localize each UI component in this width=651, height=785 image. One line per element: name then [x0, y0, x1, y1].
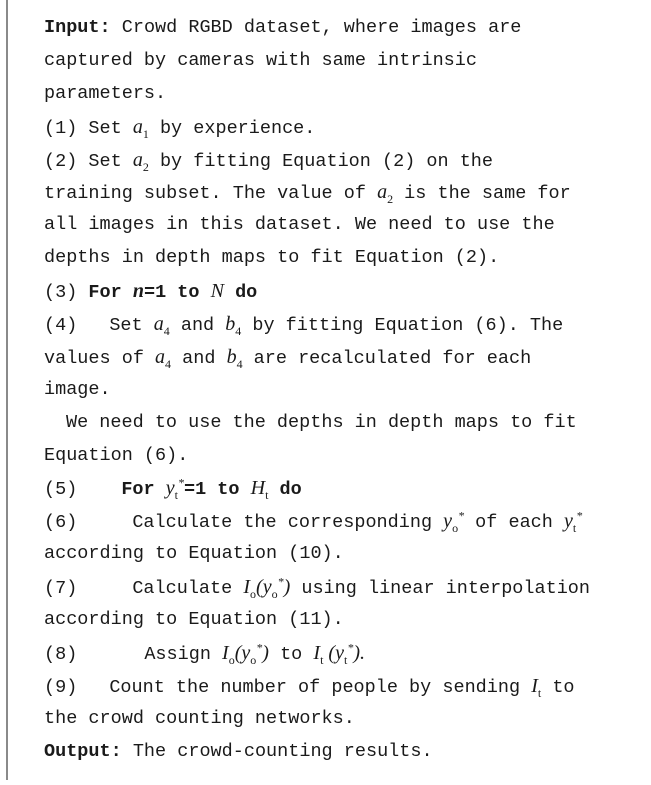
do-keyword: do	[235, 282, 258, 304]
step-number: (2)	[44, 150, 78, 172]
step-text: of each	[475, 512, 553, 534]
step-2-line-2	[44, 176, 648, 209]
step-text: to	[280, 643, 303, 665]
math-var: $b_4$	[226, 345, 243, 371]
step-text: Set	[109, 315, 143, 337]
step-4-line-4	[44, 407, 648, 440]
for-keyword: For	[88, 282, 122, 304]
input-label: Input:	[44, 17, 111, 38]
loop-expr: n=1	[132, 280, 167, 304]
step-text: Equation (6).	[44, 444, 189, 466]
step-number: (5)	[44, 479, 78, 501]
for-keyword: For	[121, 479, 155, 501]
loop-upper: $H_t$	[250, 477, 269, 503]
step-6-line-2	[44, 538, 648, 571]
step-text: Count the number of people by sending	[109, 676, 521, 698]
math-expr: $I_o(y_o^*)$	[243, 574, 291, 602]
input-text-3: parameters.	[44, 82, 167, 104]
step-2-line-3	[44, 209, 648, 242]
math-var: $a_1$	[132, 115, 149, 141]
step-3-line	[44, 275, 648, 308]
step-text: all images in this dataset. We need to use the	[44, 214, 555, 236]
math-var: $y_o^*$	[443, 508, 465, 536]
step-text: Calculate	[132, 578, 233, 600]
step-text: training subset. The value of	[44, 183, 366, 205]
input-line-2	[44, 45, 648, 78]
step-number: (4)	[44, 315, 78, 337]
step-text: the crowd counting networks.	[44, 707, 355, 729]
output-text: The crowd-counting results.	[132, 740, 433, 762]
left-border-rule	[6, 0, 8, 780]
step-text: Calculate the corresponding	[132, 512, 433, 534]
math-var: $a_2$	[377, 181, 394, 207]
math-var: $b_4$	[225, 313, 242, 339]
step-text: according to Equation (11).	[44, 609, 344, 631]
math-expr: $I_t$ $(y_t^*)$.	[313, 640, 365, 667]
step-4-line-2	[44, 341, 648, 374]
algorithm-block	[44, 12, 648, 768]
step-text: by fitting Equation (2) on the	[159, 150, 494, 172]
step-number: (1)	[44, 117, 78, 139]
math-var: $y_t^*$	[564, 508, 583, 536]
step-text: by fitting Equation (6). The	[252, 315, 564, 337]
step-text: to	[552, 676, 575, 698]
loop-expr: $y_t^*=1$	[165, 475, 207, 503]
step-text: by experience.	[159, 117, 316, 139]
step-number: (3)	[44, 282, 78, 304]
step-text: are recalculated for each	[253, 347, 532, 369]
step-5-line	[44, 472, 648, 505]
step-2-line-1	[44, 144, 648, 177]
math-expr: $I_o(y_o^*)$	[222, 640, 269, 667]
step-text: and	[182, 347, 216, 369]
output-line	[44, 736, 648, 769]
step-text: is the same for	[404, 183, 571, 205]
step-text: Set	[88, 117, 122, 139]
math-var: $a_4$	[155, 345, 172, 371]
step-text: using linear interpolation	[301, 578, 591, 600]
do-keyword: do	[279, 479, 302, 501]
step-number: (6)	[44, 512, 78, 534]
output-label: Output:	[44, 740, 122, 762]
math-var: $a_4$	[153, 313, 170, 339]
step-4-line-1	[44, 308, 648, 341]
step-8-line	[44, 637, 648, 670]
input-line-3	[44, 78, 648, 111]
step-4-line-3	[44, 374, 648, 407]
step-2-line-4	[44, 242, 648, 275]
loop-upper: N	[210, 280, 224, 303]
step-number: (8)	[44, 643, 78, 665]
step-text: Set	[88, 150, 122, 172]
step-text: Assign	[144, 643, 211, 665]
step-7-line-2	[44, 604, 648, 637]
input-text-2: captured by cameras with same intrinsic	[44, 49, 477, 71]
input-text-1: Crowd RGBD dataset, where images are	[121, 17, 522, 38]
to-keyword: to	[177, 282, 200, 304]
step-9-line-1	[44, 670, 648, 703]
step-text: image.	[44, 378, 111, 400]
to-keyword: to	[217, 479, 240, 501]
step-text: and	[180, 315, 215, 337]
step-text: depths in depth maps to fit Equation (2).	[44, 247, 500, 269]
step-6-line-1	[44, 505, 648, 538]
math-var: $a_2$	[132, 148, 149, 174]
step-text: values of	[44, 347, 144, 369]
step-1-line	[44, 111, 648, 144]
step-7-line-1	[44, 571, 648, 604]
step-9-line-2	[44, 703, 648, 736]
input-line-1	[44, 12, 648, 45]
step-number: (9)	[44, 676, 78, 698]
step-number: (7)	[44, 578, 78, 600]
step-text: We need to use the depths in depth maps to fit	[66, 411, 577, 433]
step-4-line-5	[44, 440, 648, 473]
step-text: according to Equation (10).	[44, 543, 344, 565]
math-var: $I_t$	[531, 674, 542, 700]
